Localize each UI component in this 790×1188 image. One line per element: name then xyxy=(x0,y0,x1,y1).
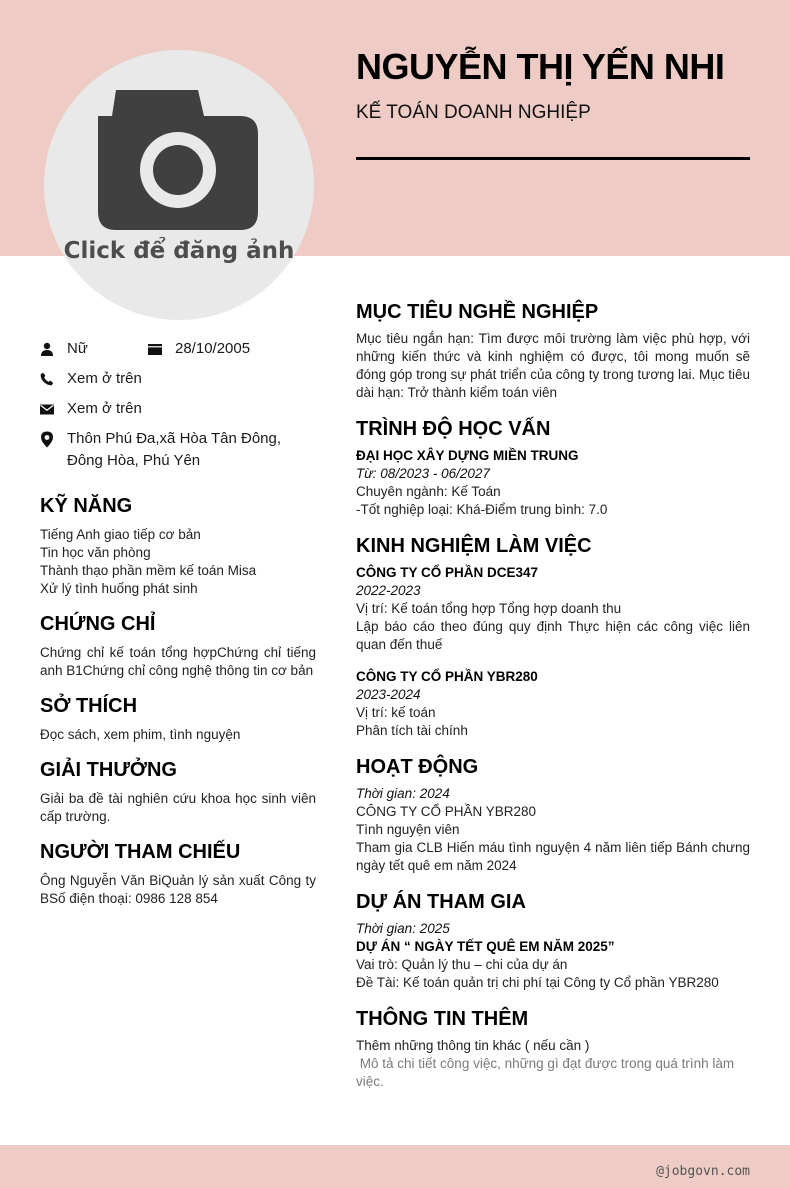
email-row xyxy=(40,398,316,420)
email-value: Xem ở trên xyxy=(67,400,142,417)
additional-title: THÔNG TIN THÊM xyxy=(356,1008,529,1030)
education-major: Chuyên ngành: Kế Toán xyxy=(356,484,501,499)
job-period: 2023-2024 xyxy=(356,687,421,702)
photo-upload[interactable] xyxy=(44,50,314,320)
job-detail: Lập báo cáo theo đúng quy định Thực hiện các công việc liên quan đến thuế xyxy=(356,619,750,652)
references-title: NGƯỜI THAM CHIẾU xyxy=(40,841,241,863)
certificates-section xyxy=(40,612,316,680)
experience-title: KINH NGHIỆM LÀM VIỆC xyxy=(356,535,592,557)
gender-value: Nữ xyxy=(67,340,88,357)
project-name: DỰ ÁN “ NGÀY TẾT QUÊ EM NĂM 2025” xyxy=(356,939,615,954)
phone-value: Xem ở trên xyxy=(67,370,142,387)
certificates-text: Chứng chỉ kế toán tổng hợpChứng chỉ tiếng anh B1Chứng chỉ công nghệ thông tin cơ bản xyxy=(40,645,316,678)
education-title: TRÌNH ĐỘ HỌC VẤN xyxy=(356,418,551,440)
references-section xyxy=(40,840,316,908)
skills-section xyxy=(40,494,316,598)
skills-title: KỸ NĂNG xyxy=(40,495,133,517)
job-company: CÔNG TY CỔ PHẦN YBR280 xyxy=(356,669,538,684)
skill-item: Thành thạo phần mềm kế toán Misa xyxy=(40,563,257,578)
job-role: Vị trí: Kế toán tổng hợp Tổng hợp doanh thu xyxy=(356,601,622,616)
projects-section xyxy=(356,890,750,992)
candidate-name: NGUYỄN THỊ YẾN NHI xyxy=(356,46,725,87)
project-role: Vai trò: Quản lý thu – chi của dự án xyxy=(356,957,568,972)
person-icon xyxy=(40,342,54,356)
address-line-1: Thôn Phú Đa,xã Hòa Tân Đông, xyxy=(67,430,282,447)
skill-item: Tiếng Anh giao tiếp cơ bản xyxy=(40,527,201,542)
awards-text: Giải ba đề tài nghiên cứu khoa học sinh viên cấp trường. xyxy=(40,791,316,824)
title-divider xyxy=(356,157,750,160)
activity-time: Thời gian: 2024 xyxy=(356,786,450,801)
photo-caption: Click để đăng ảnh xyxy=(63,238,295,264)
activity-role: Tình nguyện viên xyxy=(356,822,460,837)
job-title: KẾ TOÁN DOANH NGHIỆP xyxy=(356,102,591,123)
project-time: Thời gian: 2025 xyxy=(356,921,450,936)
references-text: Ông Nguyễn Văn BiQuản lý sản xuất Công ty BSố điện thoại: 0986 128 854 xyxy=(40,873,316,906)
education-period: Từ: 08/2023 - 06/2027 xyxy=(356,466,490,481)
hobbies-section xyxy=(40,694,316,744)
calendar-icon xyxy=(148,342,162,356)
address-line-2: Đông Hòa, Phú Yên xyxy=(67,452,201,469)
hobbies-text: Đọc sách, xem phim, tình nguyện xyxy=(40,727,241,742)
activities-section xyxy=(356,755,750,875)
additional-section xyxy=(356,1007,750,1091)
objective-title: MỤC TIÊU NGHỀ NGHIỆP xyxy=(356,301,599,323)
location-pin-icon xyxy=(40,431,54,448)
birthdate-value: 28/10/2005 xyxy=(175,340,251,357)
awards-section xyxy=(40,758,316,826)
skill-item: Xử lý tình huống phát sinh xyxy=(40,581,198,596)
right-column xyxy=(356,300,750,1106)
job-company: CÔNG TY CỔ PHẦN DCE347 xyxy=(356,565,539,580)
awards-title: GIẢI THƯỞNG xyxy=(40,759,177,781)
footer-watermark: @jobgovn.com xyxy=(656,1164,750,1179)
activity-org: CÔNG TY CỔ PHẦN YBR280 xyxy=(356,804,537,819)
additional-line: Thêm những thông tin khác ( nếu cần ) xyxy=(356,1038,590,1053)
job-role: Vị trí: kế toán xyxy=(356,705,436,720)
skill-item: Tin học văn phòng xyxy=(40,545,151,560)
education-grade: -Tốt nghiệp loại: Khá-Điểm trung bình: 7.0 xyxy=(356,502,608,517)
activity-detail: Tham gia CLB Hiến máu tình nguyện 4 năm liên tiếp Bánh chưng ngày tết quê em năm 2024 xyxy=(356,840,750,873)
certificates-title: CHỨNG CHỈ xyxy=(40,613,156,635)
job-period: 2022-2023 xyxy=(356,583,421,598)
left-column xyxy=(40,338,316,922)
project-topic: Đề Tài: Kế toán quản trị chi phí tại Công ty Cổ phần YBR280 xyxy=(356,975,719,990)
experience-section xyxy=(356,534,750,740)
objective-text: Mục tiêu ngắn hạn: Tìm được môi trường làm việc phù hợp, với những kiến thức và kinh nghiệm có được, tôi mong muốn sẽ đóng góp trong sự phát triển của công ty trong tương lai. Mục tiêu dài hạn: Trở thành kiểm toán viên xyxy=(356,331,750,400)
projects-title: DỰ ÁN THAM GIA xyxy=(356,891,526,913)
address-row xyxy=(40,428,316,472)
job-spacer xyxy=(356,654,750,668)
job-detail: Phân tích tài chính xyxy=(356,723,468,738)
activities-title: HOẠT ĐỘNG xyxy=(356,756,479,778)
objective-section xyxy=(356,300,750,402)
phone-row xyxy=(40,368,316,390)
gender-birthdate-row xyxy=(40,338,316,360)
hobbies-title: SỞ THÍCH xyxy=(40,695,138,717)
camera-icon xyxy=(44,50,314,320)
school-name: ĐẠI HỌC XÂY DỰNG MIỀN TRUNG xyxy=(356,448,579,463)
envelope-icon xyxy=(40,402,54,416)
education-section xyxy=(356,417,750,519)
phone-icon xyxy=(40,372,54,386)
additional-description: Mô tả chi tiết công việc, những gì đạt được trong quá trình làm việc. xyxy=(356,1056,738,1089)
